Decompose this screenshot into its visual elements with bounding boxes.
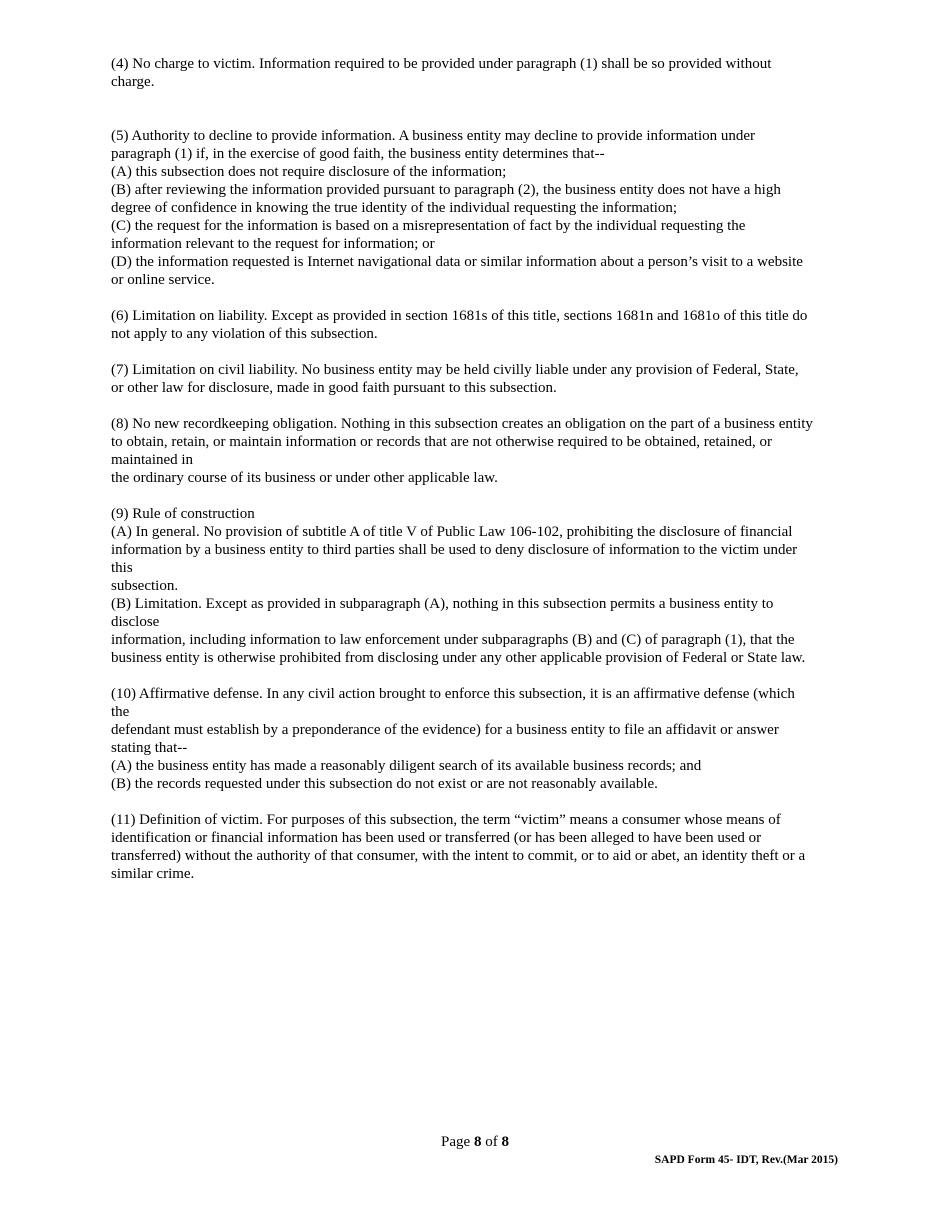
section-4 (111, 55, 841, 91)
section-10 (111, 685, 841, 793)
text-line: stating that-- (111, 740, 188, 756)
text-line: (9) Rule of construction (111, 506, 255, 522)
text-line: degree of confidence in knowing the true identity of the individual requesting the information; (111, 200, 678, 216)
text-line: (B) after reviewing the information provided pursuant to paragraph (2), the business entity does not have a high (111, 182, 781, 198)
text-line: (6) Limitation on liability. Except as provided in section 1681s of this title, sections 1681n and 1681o of this title do (111, 308, 808, 324)
page-current: 8 (473, 1134, 482, 1150)
text-line: similar crime. (111, 866, 195, 882)
section-9 (111, 505, 841, 667)
text-line: transferred) without the authority of that consumer, with the intent to commit, or to aid or abet, an identity theft or a (111, 848, 806, 864)
text-line: (C) the request for the information is based on a misrepresentation of fact by the individual requesting the (111, 218, 746, 234)
text-line: information by a business entity to third parties shall be used to deny disclosure of information to the victim under (111, 542, 798, 558)
section-6 (111, 307, 841, 343)
text-line: subsection. (111, 578, 179, 594)
text-line: (7) Limitation on civil liability. No business entity may be held civilly liable under any provision of Federal, State, (111, 362, 799, 378)
text-line: (B) Limitation. Except as provided in subparagraph (A), nothing in this subsection permits a business entity to (111, 596, 774, 612)
text-line: (D) the information requested is Internet navigational data or similar information about a person’s visit to a website (111, 254, 803, 270)
page-separator: of (481, 1134, 502, 1150)
text-line: (5) Authority to decline to provide information. A business entity may decline to provide information under (111, 128, 756, 144)
text-line: charge. (111, 74, 155, 90)
section-7 (111, 361, 841, 397)
text-line: (B) the records requested under this subsection do not exist or are not reasonably available. (111, 776, 658, 792)
text-line: this (111, 560, 133, 576)
document-body (111, 55, 841, 901)
text-line: paragraph (1) if, in the exercise of good faith, the business entity determines that-- (111, 146, 605, 162)
text-line: (4) No charge to victim. Information required to be provided under paragraph (1) shall be so provided without (111, 56, 772, 72)
text-line: (11) Definition of victim. For purposes of this subsection, the term “victim” means a consumer whose means of (111, 812, 781, 828)
form-label: SAPD Form 45- IDT, Rev.(Mar 2015) (654, 1154, 838, 1166)
text-line: (A) this subsection does not require disclosure of the information; (111, 164, 507, 180)
page-number (0, 1133, 950, 1151)
section-8 (111, 415, 841, 487)
text-line: (A) In general. No provision of subtitle A of title V of Public Law 106-102, prohibiting the disclosure of financial (111, 524, 793, 540)
text-line: business entity is otherwise prohibited from disclosing under any other applicable provision of Federal or State law. (111, 650, 806, 666)
text-line: or other law for disclosure, made in good faith pursuant to this subsection. (111, 380, 557, 396)
text-line: or online service. (111, 272, 215, 288)
text-line: information, including information to law enforcement under subparagraphs (B) and (C) of paragraph (1), that the (111, 632, 795, 648)
section-5 (111, 127, 841, 289)
page-total: 8 (501, 1134, 509, 1150)
page-prefix: Page (441, 1134, 474, 1150)
text-line: maintained in (111, 452, 194, 468)
section-11 (111, 811, 841, 883)
text-line: (10) Affirmative defense. In any civil action brought to enforce this subsection, it is an affirmative defense (which (111, 686, 795, 702)
text-line: (8) No new recordkeeping obligation. Nothing in this subsection creates an obligation on the part of a business entity (111, 416, 813, 432)
text-line: to obtain, retain, or maintain information or records that are not otherwise required to be obtained, retained, or (111, 434, 773, 450)
text-line: information relevant to the request for information; or (111, 236, 435, 252)
text-line: disclose (111, 614, 160, 630)
text-line: identification or financial information has been used or transferred (or has been alleged to have been used or (111, 830, 762, 846)
text-line: defendant must establish by a preponderance of the evidence) for a business entity to file an affidavit or answer (111, 722, 779, 738)
text-line: (A) the business entity has made a reasonably diligent search of its available business records; and (111, 758, 702, 774)
text-line: not apply to any violation of this subsection. (111, 326, 378, 342)
text-line: the (111, 704, 130, 720)
text-line: the ordinary course of its business or under other applicable law. (111, 470, 498, 486)
